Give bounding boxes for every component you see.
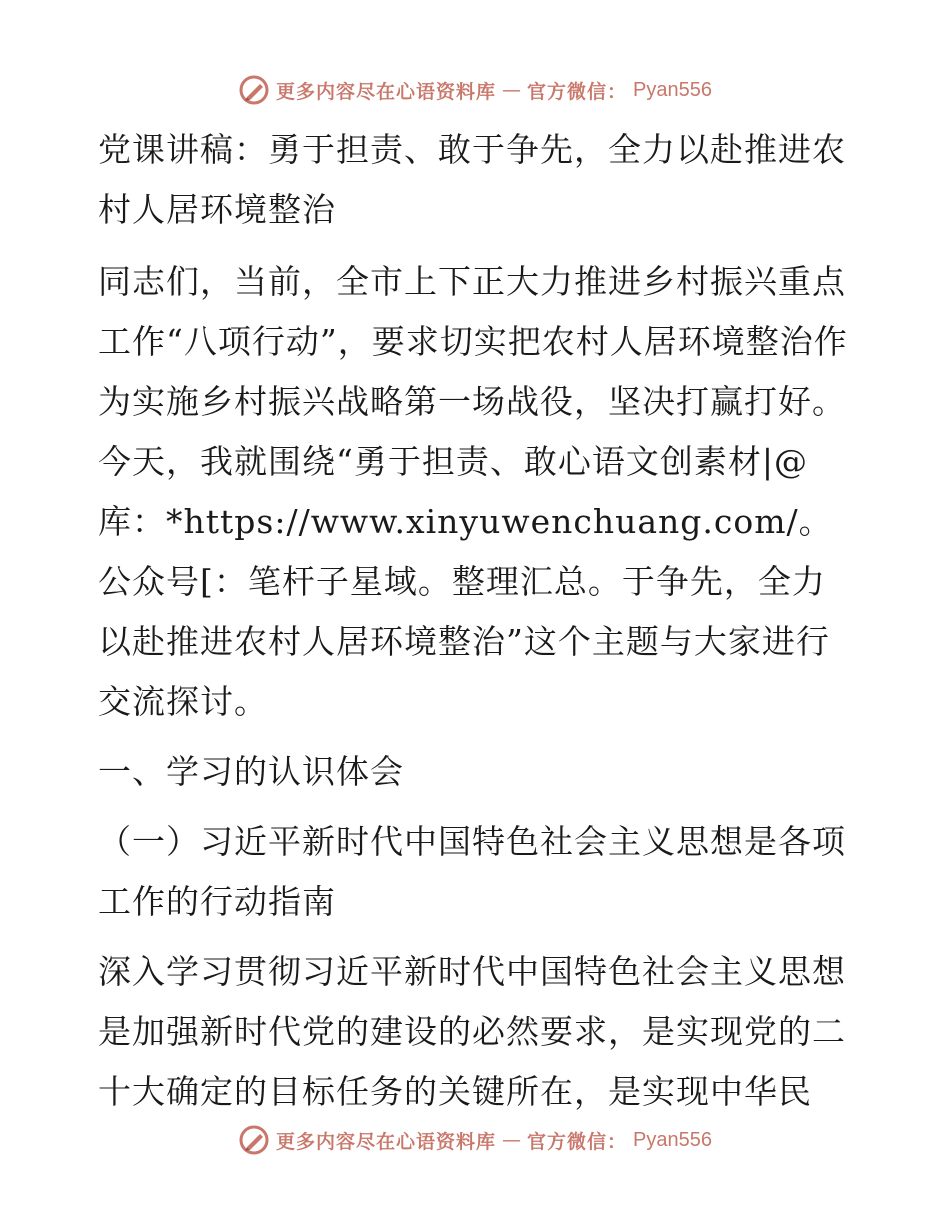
banner-wechat-id: Pyan556 <box>633 78 712 101</box>
banner-separator: — <box>502 1129 522 1151</box>
header-watermark-banner <box>0 70 950 110</box>
body-paragraph: 深入学习贯彻习近平新时代中国特色社会主义思想是加强新时代党的建设的必然要求，是实现党的二十大确定的目标任务的关键所在，是实现中华民 <box>98 952 846 1111</box>
banner-wechat-id: Pyan556 <box>633 1128 712 1151</box>
subsection-heading: （一）习近平新时代中国特色社会主义思想是各项工作的行动指南 <box>98 822 846 921</box>
pen-logo-icon <box>238 74 270 106</box>
banner-text: 更多内容尽在心语资料库 <box>276 80 497 103</box>
section-heading: 一、学习的认识体会 <box>98 752 404 791</box>
pen-logo-icon <box>238 1124 270 1156</box>
banner-wechat-label: 官方微信： <box>527 80 628 103</box>
footer-watermark-banner <box>0 1120 950 1160</box>
banner-separator: — <box>502 79 522 101</box>
banner-wechat-label: 官方微信： <box>527 1130 628 1153</box>
document-body <box>98 120 858 1122</box>
document-title: 党课讲稿：勇于担责、敢于争先，全力以赴推进农村人居环境整治 <box>98 130 846 229</box>
banner-text: 更多内容尽在心语资料库 <box>276 1130 497 1153</box>
intro-paragraph: 同志们，当前，全市上下正大力推进乡村振兴重点工作“八项行动”，要求切实把农村人居环境整治作为实施乡村振兴战略第一场战役，坚决打赢打好。今天，我就围绕“勇于担责、敢心语文创素材|@库：*https://www.xinyuwenchuang.com/。公众号[：笔杆子星域。整理汇总。于争先，全力以赴推进农村人居环境整治”这个主题与大家进行交流探讨。 <box>98 262 848 721</box>
